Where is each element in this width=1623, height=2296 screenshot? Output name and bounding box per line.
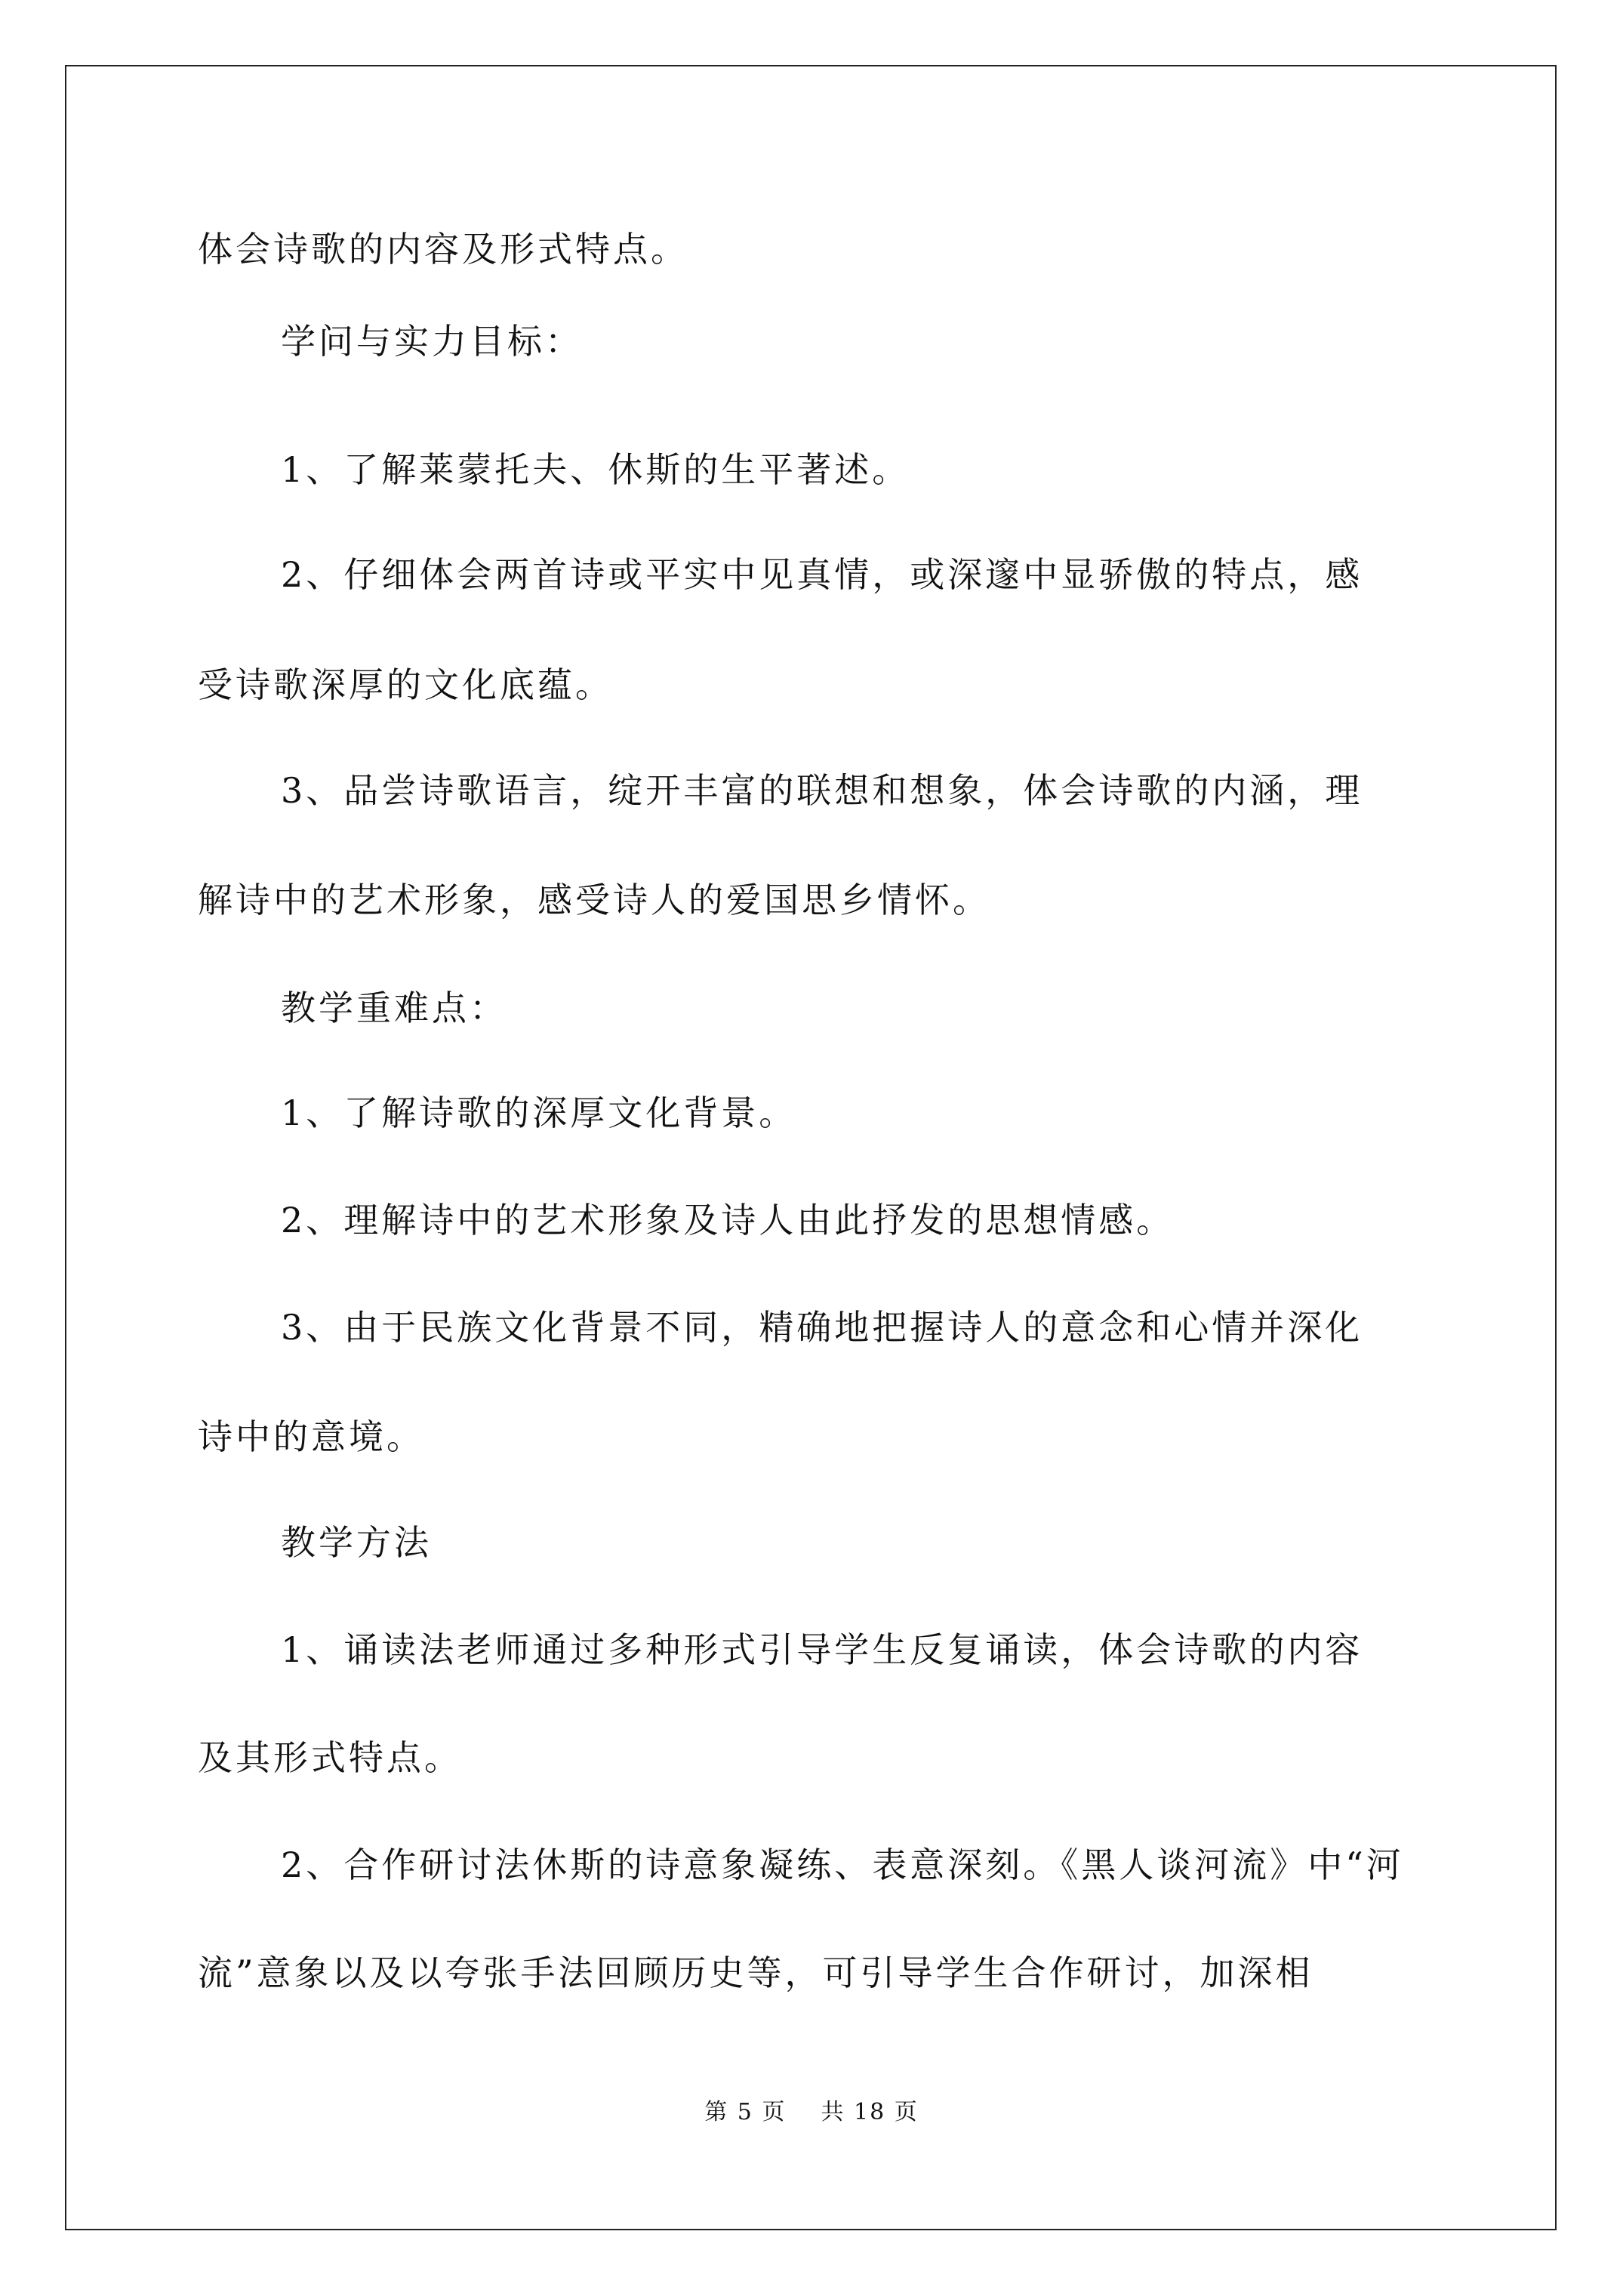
- text-line: 解诗中的艺术形象，感受诗人的爱国思乡情怀。: [198, 880, 990, 920]
- text-line: 3、由于民族文化背景不同，精确地把握诗人的意念和心情并深化: [281, 1307, 1363, 1348]
- text-line: 学问与实力目标：: [281, 321, 583, 362]
- section-heading: 教学方法: [281, 1522, 432, 1563]
- text-line: 2、理解诗中的艺术形象及诗人由此抒发的思想情感。: [281, 1200, 1175, 1240]
- text-line: 流”意象以及以夸张手法回顾历史等，可引导学生合作研讨，加深相: [198, 1952, 1313, 1993]
- text-line: 2、合作研讨法休斯的诗意象凝练、表意深刻。《黑人谈河流》中“河: [281, 1845, 1404, 1885]
- text-line: 1、了解诗歌的深厚文化背景。: [281, 1093, 797, 1133]
- page-border: [65, 65, 1557, 2230]
- page-number-footer: 第 5 页 共 18 页: [704, 2099, 919, 2125]
- section-heading: 教学重难点：: [281, 988, 507, 1028]
- text-line: 体会诗歌的内容及形式特点。: [198, 229, 688, 270]
- text-line: 诗中的意境。: [198, 1416, 424, 1457]
- text-line: 2、仔细体会两首诗或平实中见真情，或深邃中显骄傲的特点，感: [281, 554, 1363, 595]
- text-line: 及其形式特点。: [198, 1737, 462, 1778]
- text-line: 1、诵读法老师通过多种形式引导学生反复诵读，体会诗歌的内容: [281, 1629, 1363, 1670]
- text-line: 受诗歌深厚的文化底蕴。: [198, 664, 613, 705]
- text-line: 3、品尝诗歌语言，绽开丰富的联想和想象，体会诗歌的内涵，理: [281, 770, 1363, 811]
- text-line: 1、了解莱蒙托夫、休斯的生平著述。: [281, 449, 910, 490]
